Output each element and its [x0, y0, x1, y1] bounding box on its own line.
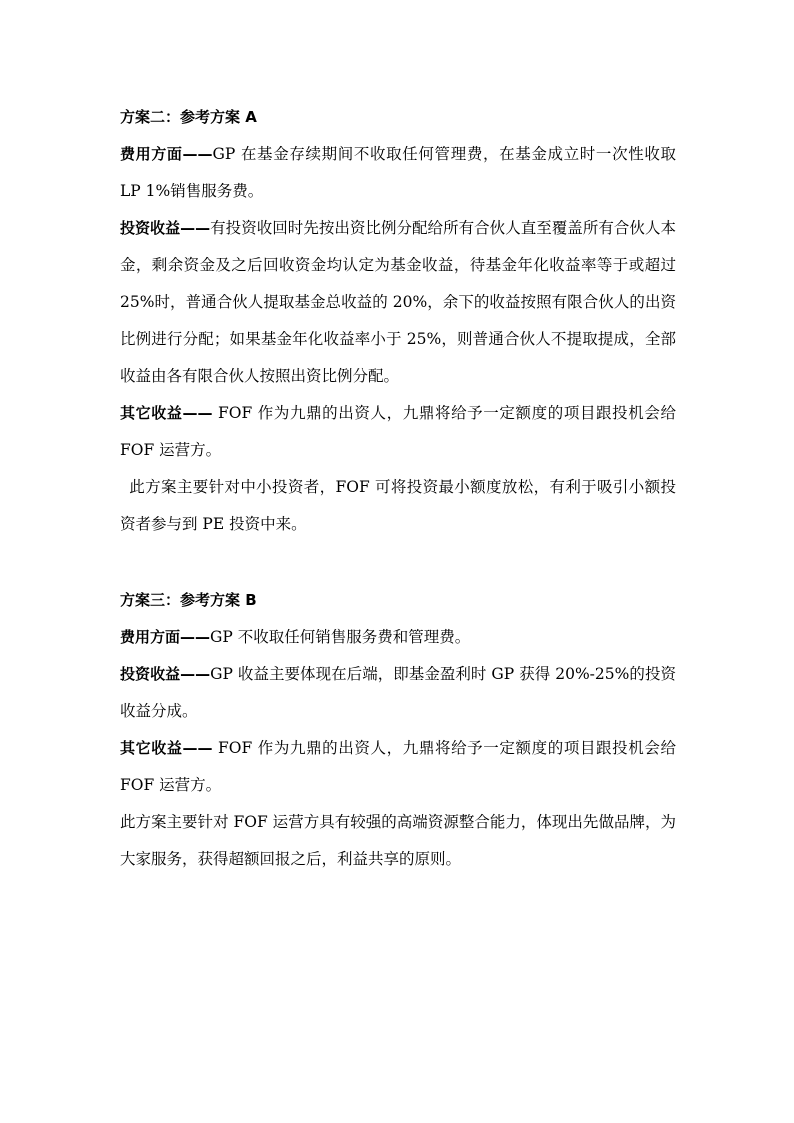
- plan-two-invest-paragraph: [120, 210, 676, 395]
- section-spacer: [120, 543, 676, 581]
- plan-two-summary: 此方案主要针对中小投资者，FOF 可将投资最小额度放松，有利于吸引小额投资者参与到 PE 投资中来。: [120, 478, 676, 533]
- plan-two-other-term: 其它收益——: [120, 404, 213, 422]
- plan-three-section: [120, 581, 676, 878]
- plan-three-fee-text: GP 不收取任何销售服务费和管理费。: [210, 628, 471, 646]
- plan-three-invest-term: 投资收益——: [120, 665, 211, 683]
- plan-two-fee-text: GP 在基金存续期间不收取任何管理费，在基金成立时一次性收取 LP 1%销售服务费。: [120, 145, 676, 200]
- plan-two-invest-text: 有投资收回时先按出资比例分配给所有合伙人直至覆盖所有合伙人本金，剩余资金及之后回收资金均认定为基金收益，待基金年化收益率等于或超过 25%时，普通合伙人提取基金总收益的 20%，余下的收益按照有限合伙人的出资比例进行分配；如果基金年化收益率小于 25%，则普通合伙人不提取提成，全部收益由各有限合伙人按照出资比例分配。: [120, 219, 676, 385]
- plan-three-other-paragraph: [120, 730, 676, 804]
- plan-three-invest-text: GP 收益主要体现在后端，即基金盈利时 GP 获得 20%-25%的投资收益分成。: [120, 665, 676, 720]
- plan-two-other-paragraph: [120, 395, 676, 469]
- plan-two-fee-paragraph: [120, 136, 676, 210]
- plan-three-fee-term: 费用方面——: [120, 628, 211, 646]
- plan-three-other-text: FOF 作为九鼎的出资人，九鼎将给予一定额度的项目跟投机会给 FOF 运营方。: [120, 739, 676, 794]
- plan-three-heading: 方案三：参考方案 B: [120, 591, 257, 609]
- plan-two-section: [120, 98, 676, 543]
- plan-three-summary: 此方案主要针对 FOF 运营方具有较强的高端资源整合能力，体现出先做品牌，为大家服务，获得超额回报之后，利益共享的原则。: [120, 813, 676, 868]
- plan-two-invest-term: 投资收益——: [120, 219, 211, 237]
- plan-two-fee-term: 费用方面——: [120, 145, 213, 163]
- plan-two-heading: 方案二：参考方案 A: [120, 108, 257, 126]
- plan-three-other-term: 其它收益——: [120, 739, 213, 757]
- plan-three-invest-paragraph: [120, 656, 676, 730]
- plan-three-fee-paragraph: [120, 619, 676, 656]
- plan-two-other-text: FOF 作为九鼎的出资人，九鼎将给予一定额度的项目跟投机会给 FOF 运营方。: [120, 404, 676, 459]
- document-body: [120, 98, 676, 878]
